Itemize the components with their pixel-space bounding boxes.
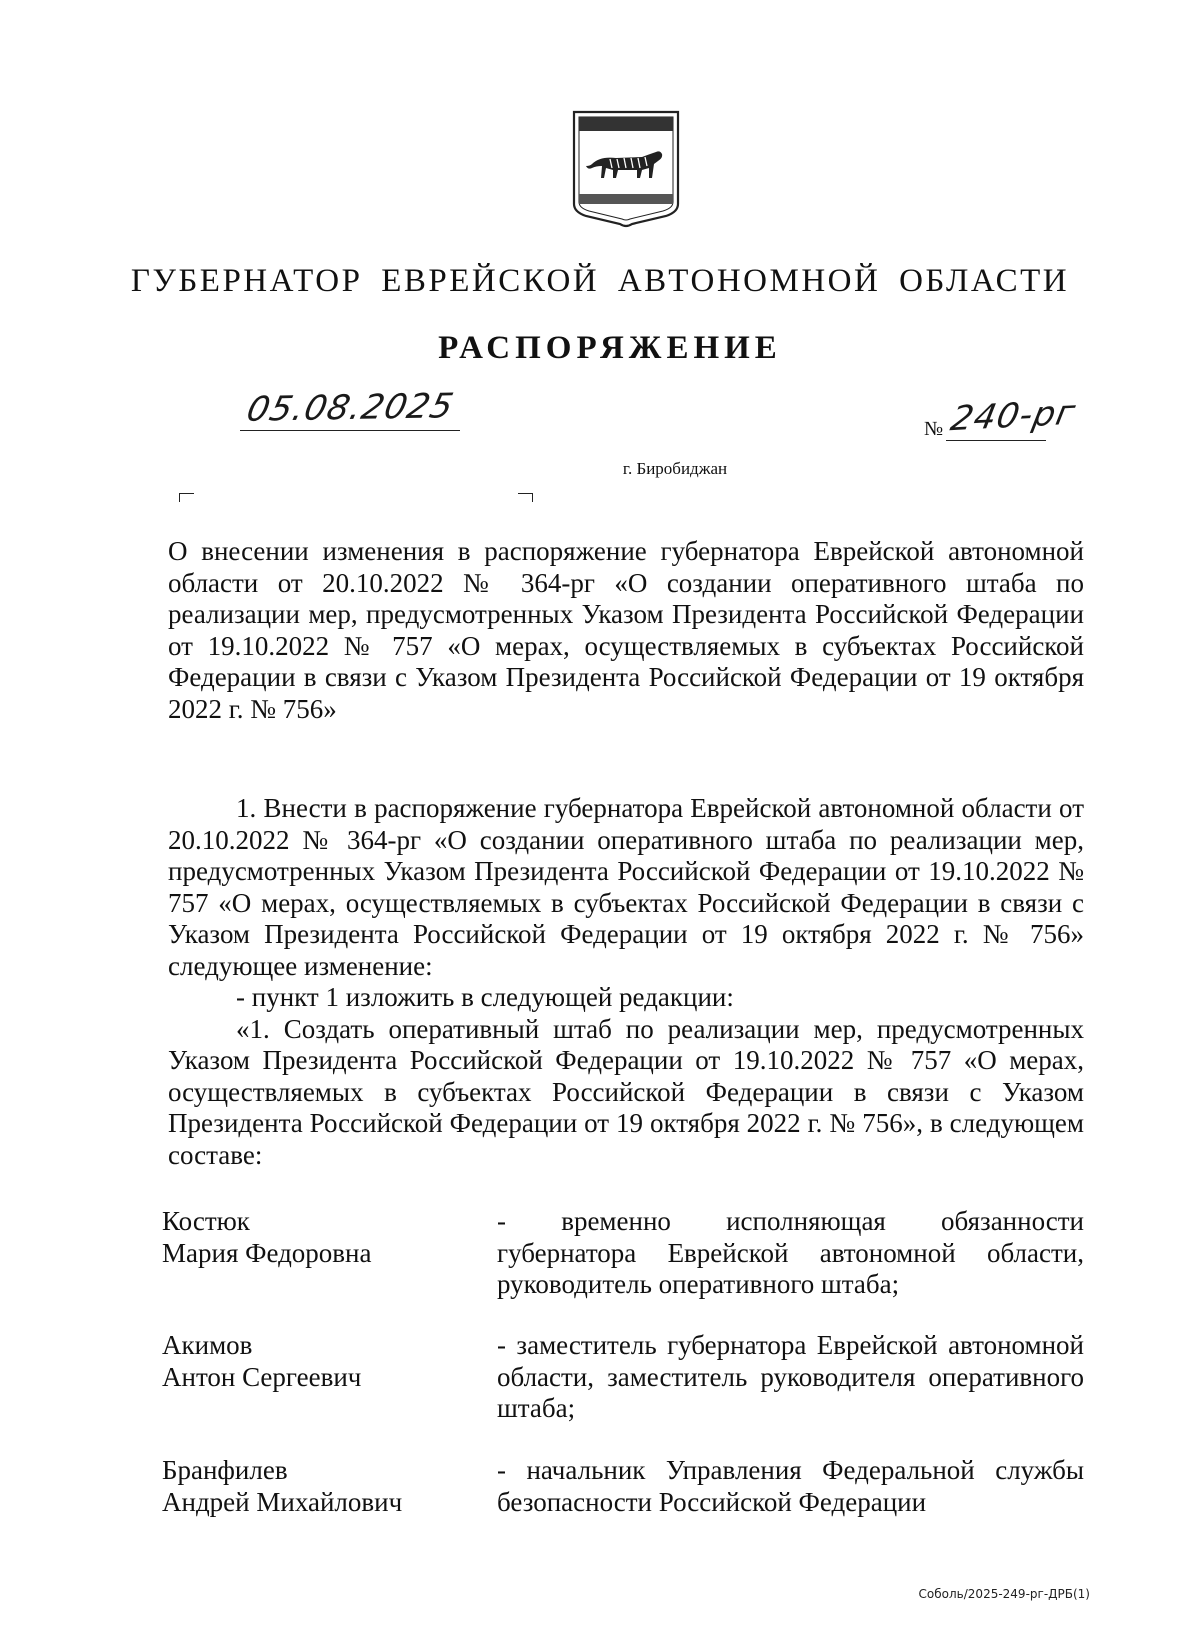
paragraph-1: 1. Внести в распоряжение губернатора Еврейской автономной области от 20.10.2022 № 364-рг «О создании оперативного штаба по реализации мер, предусмотренных Указом Президента Российской Федерации от 19.10.2022 № 757 «О мерах, осуществляемых в субъектах Российской Федерации в связи с Указом Президента Российской Федерации от 19 октября 2022 г. № 756» следующее изменение:	[168, 793, 1084, 981]
city-label: г. Биробиджан	[622, 459, 728, 478]
member-given-names: Мария Федоровна	[162, 1237, 372, 1268]
member-name	[162, 1206, 482, 1269]
member-given-names: Антон Сергеевич	[162, 1361, 362, 1392]
member-surname: Акимов	[162, 1330, 253, 1360]
paragraph-3: «1. Создать оперативный штаб по реализации мер, предусмотренных Указом Президента Российской Федерации от 19.10.2022 № 757 «О мерах, осуществляемых в субъектах Российской Федерации в связи с Указом Президента Российской Федерации от 19 октября 2022 г. № 756», в следующем составе:	[168, 1013, 1084, 1170]
number-underline	[946, 440, 1046, 441]
member-role: - начальник Управления Федеральной службы безопасности Российской Федерации	[497, 1455, 1084, 1517]
member-role: - временно исполняющая обязанности губернатора Еврейской автономной области, руководитель оперативного штаба;	[497, 1206, 1084, 1299]
authority-heading: ГУБЕРНАТОР ЕВРЕЙСКОЙ АВТОНОМНОЙ ОБЛАСТИ	[130, 263, 1070, 299]
member-name	[162, 1455, 482, 1518]
member-name	[162, 1330, 482, 1393]
handwritten-number: 240-рг	[947, 392, 1080, 440]
member-role: - заместитель губернатора Еврейской автономной области, заместитель руководителя оперативного штаба;	[497, 1330, 1084, 1423]
document-type: РАСПОРЯЖЕНИЕ	[438, 330, 782, 366]
title-corner-right	[518, 493, 533, 502]
member-given-names: Андрей Михайлович	[162, 1486, 403, 1517]
document-body	[168, 793, 1084, 1171]
member-surname: Бранфилев	[162, 1455, 288, 1485]
handwritten-date: 05.08.2025	[242, 386, 458, 430]
number-sign: №	[924, 418, 944, 440]
tiger-coat-of-arms-icon	[570, 108, 682, 236]
document-title: О внесении изменения в распоряжение губернатора Еврейской автономной области от 20.10.2022 № 364-рг «О создании оперативного штаба по реализации мер, предусмотренных Указом Президента Российской Федерации от 19.10.2022 № 757 «О мерах, осуществляемых в субъектах Российской Федерации в связи с Указом Президента Российской Федерации от 19 октября 2022 г. № 756»	[168, 536, 1084, 724]
date-underline	[240, 430, 460, 431]
document-code: Соболь/2025-249-рг-ДРБ(1)	[918, 1587, 1090, 1601]
paragraph-2: - пункт 1 изложить в следующей редакции:	[236, 982, 734, 1012]
title-corner-left	[179, 493, 194, 502]
member-surname: Костюк	[162, 1206, 250, 1236]
